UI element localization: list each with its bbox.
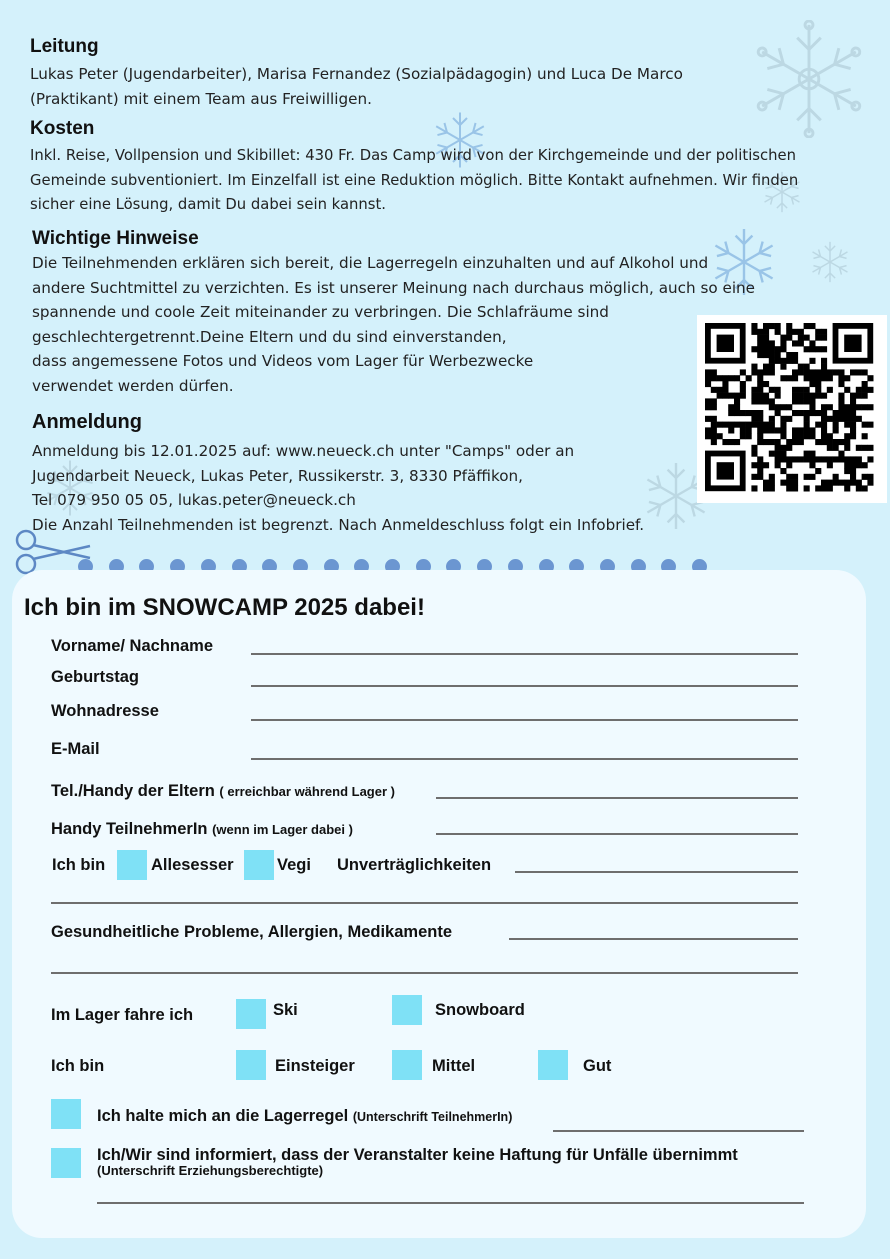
health-field-2[interactable] — [51, 972, 798, 974]
kosten-heading: Kosten — [30, 118, 95, 139]
rules-signature[interactable] — [553, 1130, 804, 1132]
einsteiger-checkbox[interactable] — [236, 1050, 266, 1080]
name-field[interactable] — [251, 653, 798, 655]
email-field[interactable] — [251, 758, 798, 760]
registration-form — [12, 570, 866, 1238]
rules-checkbox[interactable] — [51, 1099, 81, 1129]
level-label: Ich bin — [51, 1057, 105, 1075]
ski-label: Ski — [273, 1001, 298, 1019]
im-lager-label: Im Lager fahre ich — [51, 1006, 194, 1024]
health-label: Gesundheitliche Probleme, Allergien, Medikamente — [51, 923, 452, 941]
participant-phone-field[interactable] — [436, 833, 798, 835]
qr-code[interactable] — [697, 315, 887, 503]
intolerances-label: Unverträglichkeiten — [337, 856, 492, 874]
snowflake-icon — [750, 20, 868, 138]
birthday-field[interactable] — [251, 685, 798, 687]
hinweise-text: Die Teilnehmenden erklären sich bereit, die Lagerregeln einzuhalten und auf Alkohol und andere Suchtmittel zu verzichten. Es ist unserer Meinung nach durchaus möglich, auch so eine spannende und coole Zeit miteinander zu verbringen. Die Schlafräume sind geschlechtergetrennt.Deine Eltern und du sind einverstanden, dass angemessene Fotos und Videos vom Lager für Werbezwecke verwendet werden dürfen. — [32, 254, 756, 395]
gut-label: Gut — [583, 1057, 612, 1075]
vegi-label: Vegi — [277, 856, 311, 874]
intolerances-field-2[interactable] — [51, 902, 798, 904]
vegi-checkbox[interactable] — [244, 850, 274, 880]
parents-phone-label: Tel./Handy der Eltern ( erreichbar während Lager ) — [51, 782, 395, 800]
ich-bin-label: Ich bin — [52, 856, 106, 874]
address-field[interactable] — [251, 719, 798, 721]
einsteiger-label: Einsteiger — [275, 1057, 355, 1075]
snowboard-label: Snowboard — [435, 1001, 525, 1019]
snowboard-checkbox[interactable] — [392, 995, 422, 1025]
parents-phone-field[interactable] — [436, 797, 798, 799]
ski-checkbox[interactable] — [236, 999, 266, 1029]
mittel-checkbox[interactable] — [392, 1050, 422, 1080]
snowflake-icon — [808, 240, 852, 284]
liability-label: Ich/Wir sind informiert, dass der Veranstalter keine Haftung für Unfälle übernimmt — [97, 1146, 738, 1164]
leitung-text: Lukas Peter (Jugendarbeiter), Marisa Fernandez (Sozialpädagogin) und Luca De Marco (Praktikant) mit einem Team aus Freiwilligen. — [30, 65, 683, 108]
name-label: Vorname/ Nachname — [51, 637, 214, 655]
health-field[interactable] — [509, 938, 798, 940]
rules-label: Ich halte mich an die Lagerregel (Unterschrift TeilnehmerIn) — [97, 1107, 513, 1125]
form-title: Ich bin im SNOWCAMP 2025 dabei! — [24, 594, 425, 621]
intolerances-field[interactable] — [515, 871, 798, 873]
hinweise-heading: Wichtige Hinweise — [32, 228, 199, 249]
allesesser-checkbox[interactable] — [117, 850, 147, 880]
anmeldung-text: Anmeldung bis 12.01.2025 auf: www.neueck.ch unter "Camps" oder an Jugendarbeit Neueck, Lukas Peter, Russikerstr. 3, 8330 Pfäffikon, Tel 079 950 05 05, lukas.peter@neueck.ch Die Anzahl Teilnehmenden ist begrenzt. Nach Anmeldeschluss folgt ein Infobrief. — [32, 442, 645, 534]
kosten-text: Inkl. Reise, Vollpension und Skibillet: 430 Fr. Das Camp wird von der Kirchgemeinde und der politischen Gemeinde subventioniert. Im Einzelfall ist eine Reduktion möglich. Bitte Kontakt aufnehmen. Wir finden sicher eine Lösung, damit Du dabei sein kannst. — [30, 147, 799, 213]
liability-note: (Unterschrift Erziehungsberechtigte) — [97, 1163, 324, 1178]
liability-signature[interactable] — [97, 1202, 804, 1204]
mittel-label: Mittel — [432, 1057, 476, 1075]
gut-checkbox[interactable] — [538, 1050, 568, 1080]
leitung-heading: Leitung — [30, 36, 99, 57]
participant-phone-label: Handy TeilnehmerIn (wenn im Lager dabei ) — [51, 820, 353, 838]
anmeldung-heading: Anmeldung — [32, 411, 142, 433]
birthday-label: Geburtstag — [51, 668, 140, 686]
email-label: E-Mail — [51, 740, 100, 758]
liability-checkbox[interactable] — [51, 1148, 81, 1178]
address-label: Wohnadresse — [51, 702, 159, 720]
allesesser-label: Allesesser — [151, 856, 234, 874]
